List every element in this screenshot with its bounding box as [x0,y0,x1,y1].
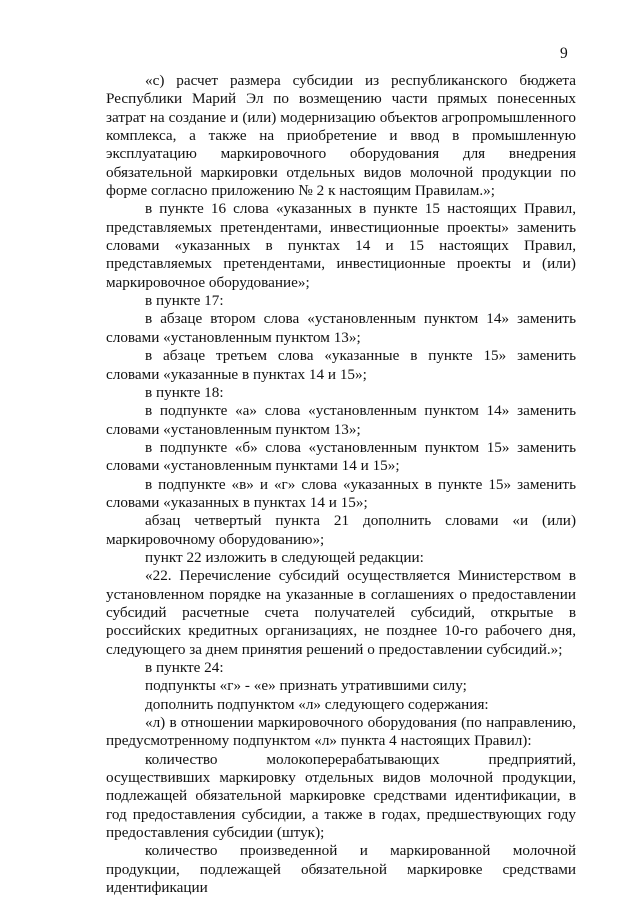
document-body [106,72,576,897]
paragraph-point-17-abzac-3: в абзаце третьем слова «указанные в пункте 15» заменить словами «указанные в пунктах 14 и 15»; [106,347,576,383]
paragraph-point-22-text: «22. Перечисление субсидий осуществляется Министерством в установленном порядке на указанные в соглашениях о предоставлении субсидий расчетные счета получателей субсидий, открытые в российских кредитных организациях, не позднее 10-го рабочего дня, следующего за днем принятия решений о предоставлении субсидий.»; [106,567,576,658]
paragraph-point-24-heading: в пункте 24: [145,659,224,676]
paragraph-point-22-heading: пункт 22 изложить в следующей редакции: [145,548,424,566]
page-number: 9 [560,45,568,62]
paragraph-point-21: абзац четвертый пункта 21 дополнить словами «и (или) маркировочному оборудованию»; [106,512,576,548]
paragraph-point-18-heading: в пункте 18: [145,383,224,401]
paragraph-point-17-heading: в пункте 17: [145,292,224,310]
paragraph-point-18-subpoint-v-g: в подпункте «в» и «г» слова «указанных в пункте 15» заменить словами «указанных в пунктах 14 и 15»; [106,475,576,511]
paragraph-point-24-add-l: дополнить подпунктом «л» следующего содержания: [145,695,489,713]
paragraph-indicator-enterprises: количество молокоперерабатывающих предприятий, осуществивших маркировку отдельных видов молочной продукции, подлежащей обязательной маркировке средствами идентификации, в год предоставления субсидии, а также в годах, предшествующих году предоставления субсидии (штук); [106,750,576,842]
paragraph-subpoint-l: «л) в отношении маркировочного оборудования (по направлению, предусмотренному подпунктом «л» пункта 4 настоящих Правил): [106,714,576,750]
paragraph-point-16: в пункте 16 слова «указанных в пункте 15 настоящих Правил, представляемых претендентами, инвестиционные проекты» заменить словами «указанных в пунктах 14 и 15 настоящих Правил, представляемых претендентами, инвестиционные проекты и (или) маркировочное оборудование»; [106,200,576,291]
paragraph-point-18-subpoint-b: в подпункте «б» слова «установленным пунктом 15» заменить словами «установленным пунктами 14 и 15»; [106,438,576,475]
paragraph-point-17-abzac-2: в абзаце втором слова «установленным пунктом 14» заменить словами «установленным пунктом 13»; [106,310,576,346]
paragraph-point-18-subpoint-a: в подпункте «а» слова «установленным пунктом 14» заменить словами «установленным пунктом 13»; [106,402,576,438]
paragraph-subpoint-s: «с) расчет размера субсидии из республиканского бюджета Республики Марий Эл по возмещению части прямых понесенных затрат на создание и (или) модернизацию объектов агропромышленного комплекса, а также на приобретение и ввод в промышленную эксплуатацию маркировочного оборудования для внедрения обязательной маркировки отдельных видов молочной продукции по форме согласно приложению № 2 к настоящим Правилам.»; [106,72,576,200]
paragraph-indicator-products: количество произведенной и маркированной молочной продукции, подлежащей обязательной маркировке средствами идентификации [106,842,576,897]
paragraph-point-24-subpoints-g-e: подпункты «г» - «е» признать утратившими силу; [145,677,467,695]
